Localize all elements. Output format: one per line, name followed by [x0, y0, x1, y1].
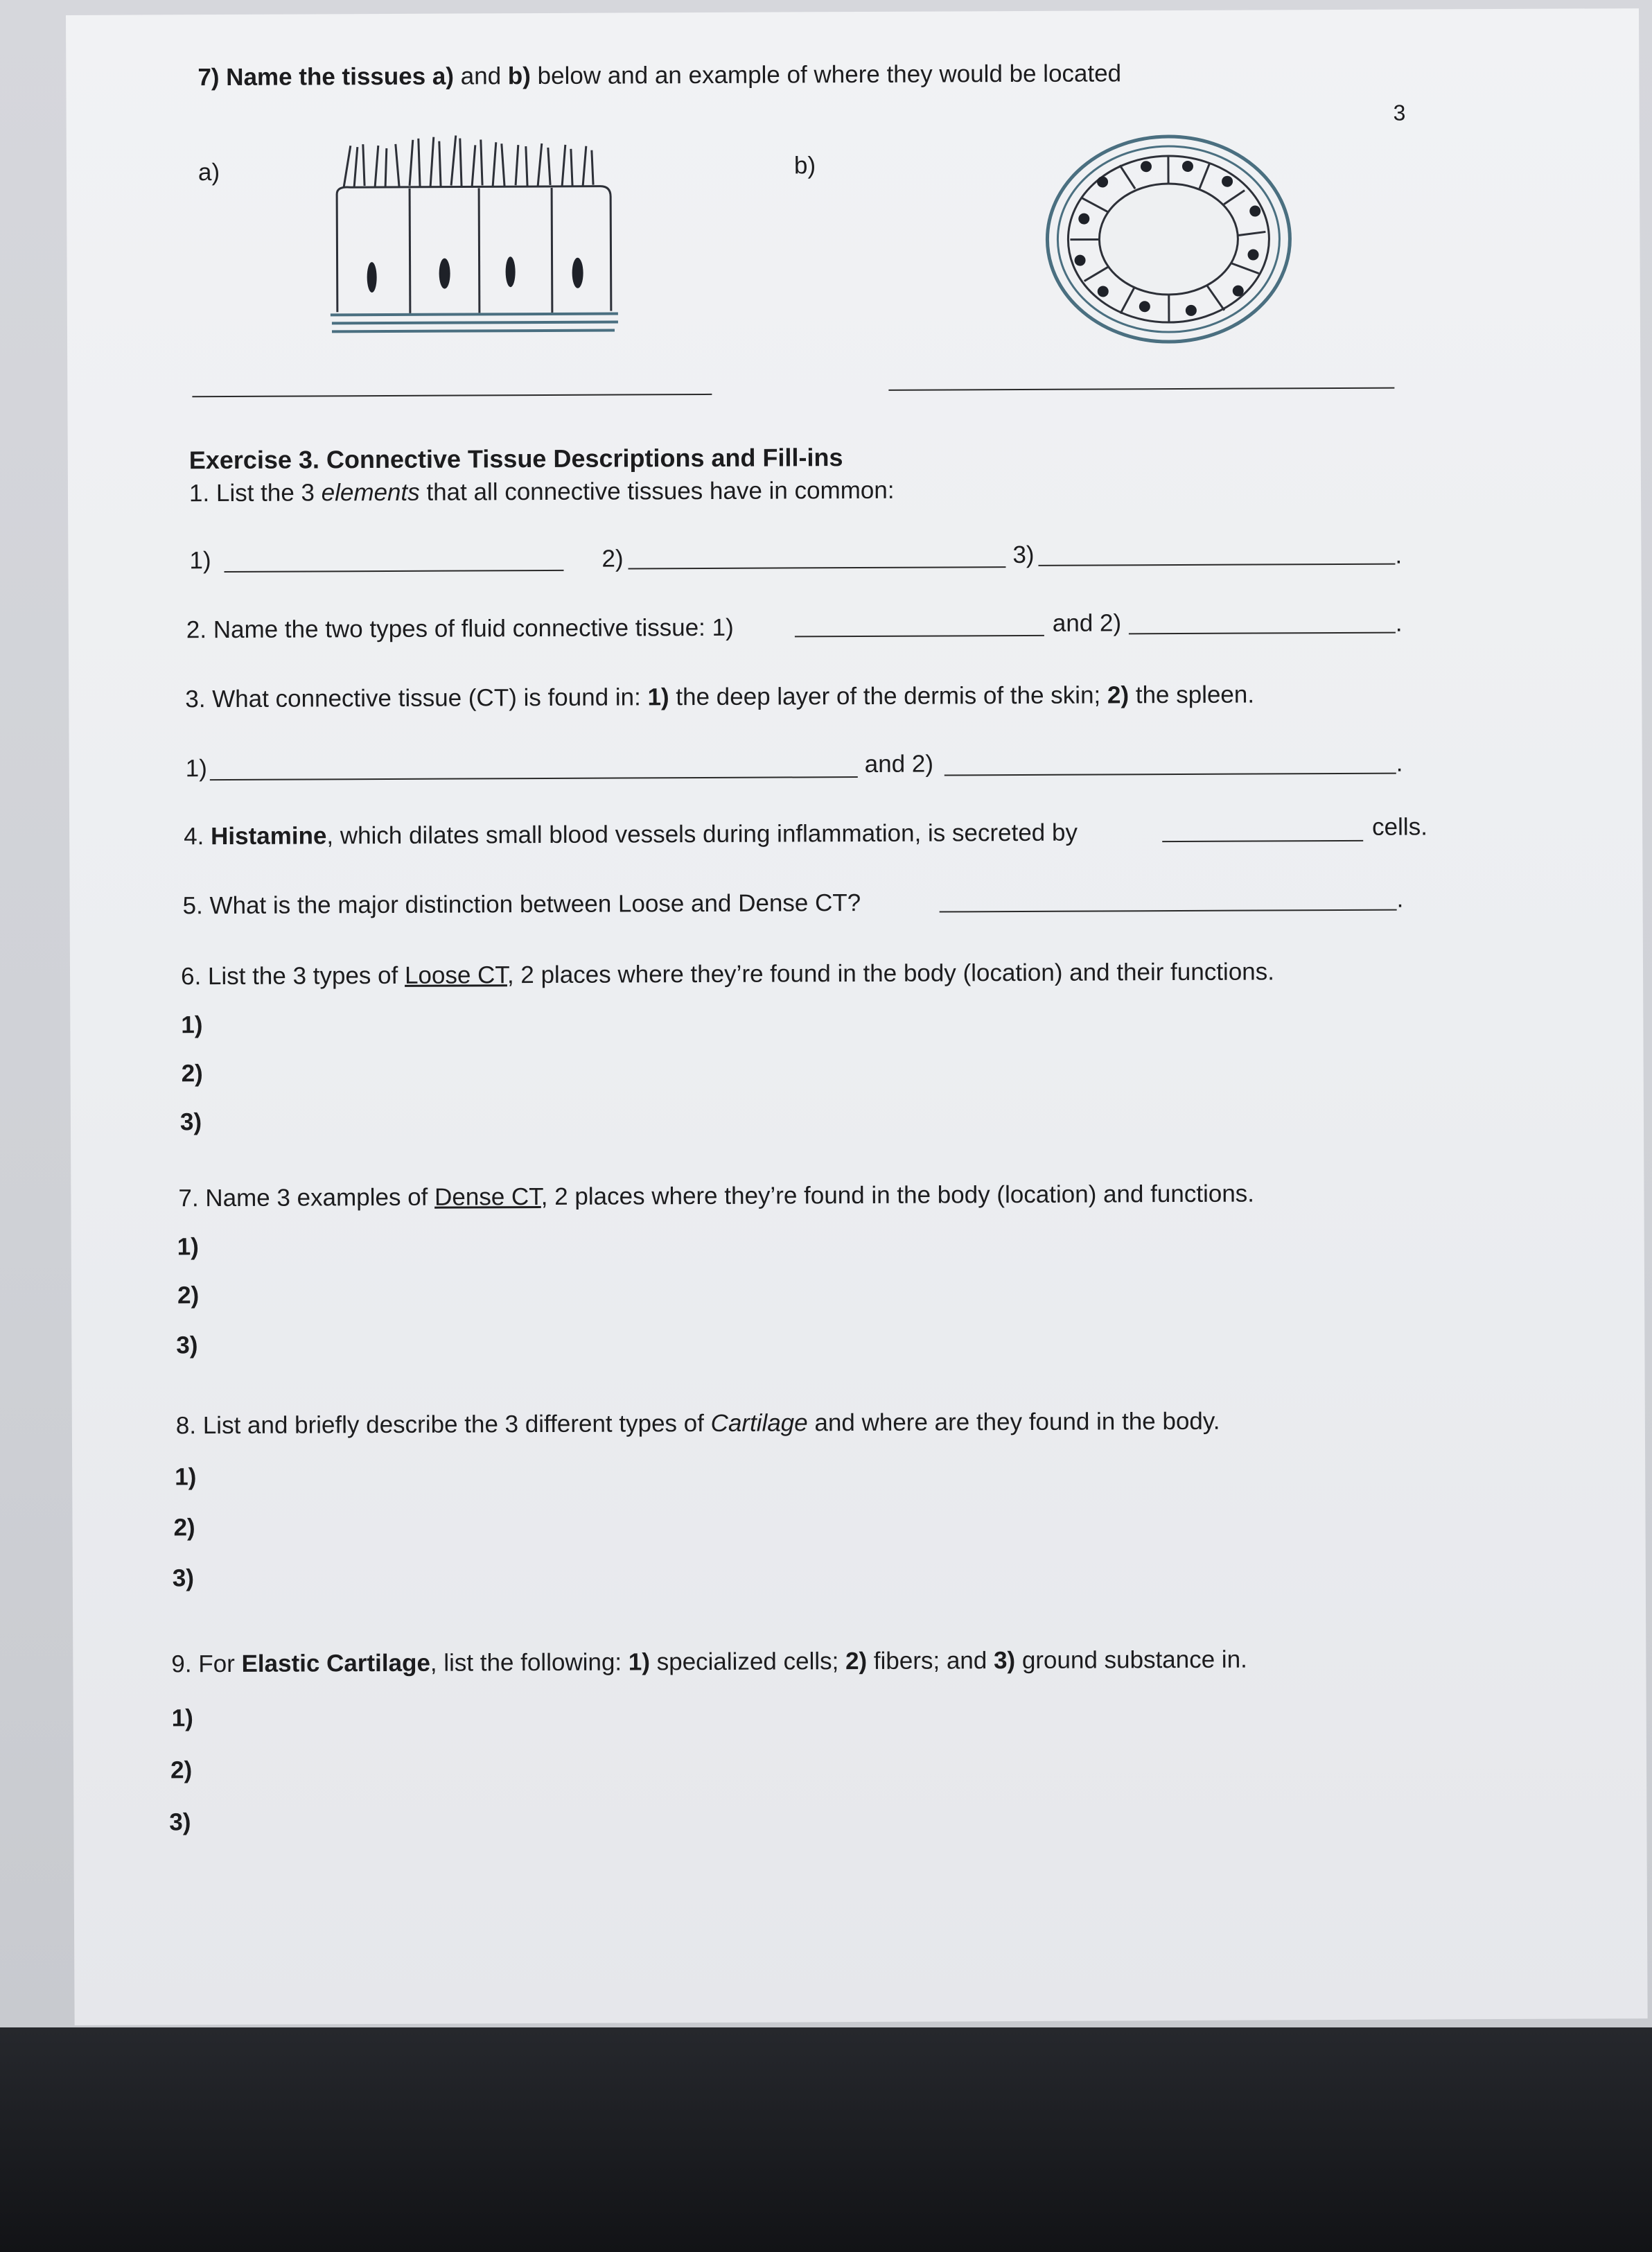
figure-a-columnar-epithelium: [323, 130, 629, 353]
q4-blank[interactable]: [1162, 840, 1363, 842]
question-2: 2. Name the two types of fluid connective tissue: 1): [186, 613, 734, 644]
question-5: 5. What is the major distinction between Loose and Dense CT?: [182, 889, 861, 920]
desk-surface: [0, 2027, 1652, 2252]
q8-item-3: 3): [172, 1564, 195, 1592]
points-value: 3: [1393, 100, 1406, 125]
q7-item-2: 2): [177, 1282, 200, 1309]
q1-blank-3[interactable]: [1038, 564, 1395, 566]
q2-and-label: and 2): [1052, 609, 1122, 637]
q1-blank-1[interactable]: [225, 570, 564, 573]
q1-blank-2[interactable]: [628, 566, 1005, 569]
q3-end-period: .: [1396, 749, 1403, 777]
q9-item-1: 1): [171, 1704, 193, 1732]
question-1: 1. List the 3 elements that all connective tissues have in common:: [188, 476, 895, 507]
q8-item-1: 1): [175, 1463, 197, 1491]
question-7-header: 7) Name the tissues a) and b) below and an example of where they would be located: [197, 60, 1122, 91]
q9-item-3: 3): [169, 1808, 191, 1836]
q3-blank-1[interactable]: [210, 776, 858, 780]
q2-blank-2[interactable]: [1129, 632, 1396, 635]
q2-blank-1[interactable]: [795, 635, 1044, 638]
worksheet-page: [66, 8, 1648, 2025]
exercise-title: Exercise 3. Connective Tissue Descriptions and Fill-ins: [188, 443, 843, 475]
q2-end-period: .: [1395, 609, 1403, 637]
q6-item-2: 2): [181, 1060, 203, 1088]
q6-item-3: 3): [179, 1108, 202, 1136]
q7-item-1: 1): [177, 1233, 199, 1261]
q5-end-period: .: [1396, 885, 1404, 913]
q3-blank-1-label: 1): [185, 755, 207, 783]
q1-end-period: .: [1395, 541, 1403, 569]
q1-blank-2-label: 2): [601, 545, 624, 573]
question-7: 7. Name 3 examples of Dense CT, 2 places where they’re found in the body (location) and functions.: [178, 1180, 1255, 1212]
question-3: 3. What connective tissue (CT) is found in: 1) the deep layer of the dermis of the skin; 2) the spleen.: [185, 681, 1255, 713]
q8-item-2: 2): [173, 1514, 195, 1542]
figure-b-cuboidal-ring: [1037, 124, 1301, 354]
q1-blank-3-label: 3): [1012, 541, 1035, 569]
answer-line-b[interactable]: [888, 387, 1394, 391]
q5-blank[interactable]: [940, 909, 1397, 913]
answer-line-a[interactable]: [192, 394, 712, 397]
q7-item-3: 3): [176, 1332, 198, 1359]
q1-blank-1-label: 1): [189, 547, 211, 575]
question-8: 8. List and briefly describe the 3 different types of Cartilage and where are they found in the body.: [175, 1407, 1220, 1440]
question-6: 6. List the 3 types of Loose CT, 2 places where they’re found in the body (location) and their functions.: [180, 958, 1275, 990]
figure-a-label: a): [197, 159, 220, 186]
figure-b-label: b): [793, 152, 816, 180]
q6-item-1: 1): [181, 1011, 203, 1039]
q9-item-2: 2): [170, 1756, 193, 1784]
q3-blank-2[interactable]: [944, 773, 1396, 776]
q4-end: cells.: [1372, 813, 1427, 841]
question-9: 9. For Elastic Cartilage, list the following: 1) specialized cells; 2) fibers; and 3) ground substance in.: [171, 1646, 1247, 1678]
question-4: 4. Histamine, which dilates small blood vessels during inflammation, is secreted by: [184, 819, 1078, 850]
q3-and-label: and 2): [864, 750, 934, 778]
